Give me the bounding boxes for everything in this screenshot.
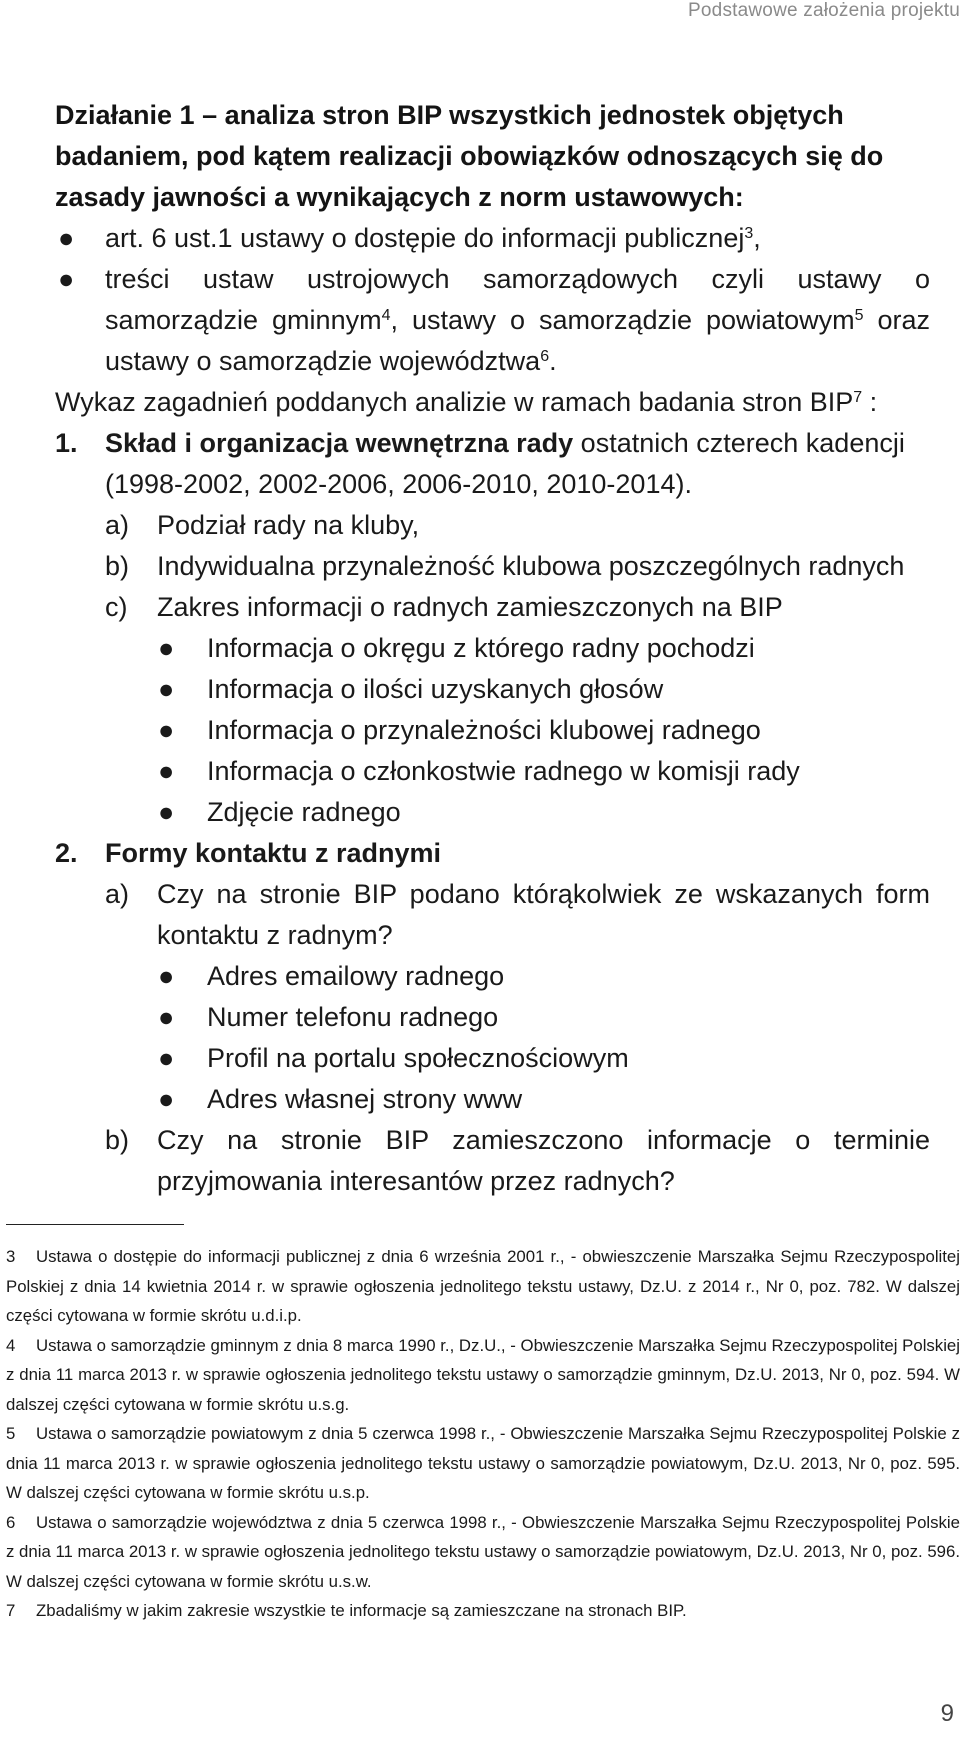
section-title-tail: ostatnich czterech kadencji (1998-2002, 2002-2006, 2006-2010, 2010-2014). — [105, 428, 905, 499]
item-letter: a) — [105, 510, 130, 540]
list-item — [55, 874, 930, 956]
running-header: Podstawowe założenia projektu — [688, 0, 960, 21]
list-item-tail: , — [753, 223, 761, 253]
section-heading — [55, 833, 930, 874]
item-text: Adres własnej strony www — [207, 1084, 523, 1114]
bullet-icon: ● — [58, 264, 75, 294]
list-item — [55, 956, 930, 997]
bullet-icon: ● — [158, 961, 175, 991]
footnote-text: Ustawa o samorządzie powiatowym z dnia 5 czerwca 1998 r., - Obwieszczenie Marszałka Sejmu Rzeczypospolitej Polskie z dnia 11 marca 2013 r. w sprawie ogłoszenia jednolitego tekstu ustawy o samorządzie powiatowym, Dz.U. 2013, Nr 0, poz. 595. W dalszej części cytowana w formie skrótu u.s.p. — [6, 1424, 960, 1502]
section-title: Formy kontaktu z radnymi — [105, 838, 442, 868]
footnotes — [6, 1242, 960, 1626]
bullet-icon: ● — [158, 756, 175, 786]
summary-line — [55, 382, 930, 423]
footnote-number: 3 — [6, 1247, 16, 1266]
bullet-icon: ● — [158, 633, 175, 663]
list-item-text: oraz ustawy o samorządzie województwa — [105, 305, 931, 376]
footnote-number: 6 — [6, 1512, 16, 1532]
summary-tail: : — [862, 387, 878, 417]
list-item — [55, 1120, 930, 1202]
bullet-icon: ● — [158, 715, 175, 745]
footnote-number: 4 — [6, 1335, 16, 1355]
footnote — [6, 1596, 960, 1626]
item-text: Czy na stronie BIP podano którąkolwiek ze wskazanych form kontaktu z radnym? — [157, 879, 930, 950]
item-text: Zdjęcie radnego — [207, 797, 401, 827]
section-number: 2. — [55, 838, 78, 868]
item-text: Numer telefonu radnego — [207, 1002, 499, 1032]
footnote-ref: 7 — [853, 389, 863, 406]
item-text: Czy na stronie BIP zamieszczono informacje o terminie przyjmowania interesantów przez radnych? — [157, 1125, 930, 1196]
item-text: Indywidualna przynależność klubowa poszczególnych radnych — [157, 551, 905, 581]
footnote — [6, 1331, 960, 1420]
list-item — [55, 505, 930, 546]
footnote-number: 7 — [6, 1601, 16, 1620]
footnote-text: Ustawa o samorządzie województwa z dnia 5 czerwca 1998 r., - Obwieszczenie Marszałka Sejmu Rzeczypospolitej Polskie z dnia 11 marca 2013 r. w sprawie ogłoszenia jednolitego tekstu ustawy o samorządzie powiatowym, Dz.U. 2013, Nr 0, poz. 596. W dalszej części cytowana w formie skrótu u.s.w. — [6, 1512, 960, 1591]
footnote-text: Ustawa o samorządzie gminnym z dnia 8 marca 1990 r., Dz.U., - Obwieszczenie Marszałka Sejmu Rzeczypospolitej Polskiej z dnia 11 marca 2013 r. w sprawie ogłoszenia jednolitego tekstu ustawy o samorządzie gminnym, Dz.U. 2013, Nr 0, poz. 594. W dalszej części cytowana w formie skrótu u.s.g. — [6, 1335, 960, 1414]
page-number: 9 — [940, 1700, 954, 1727]
summary-text: Wykaz zagadnień poddanych analizie w ramach badania stron BIP — [55, 387, 854, 417]
bullet-icon: ● — [158, 1002, 175, 1032]
item-text: Zakres informacji o radnych zamieszczonych na BIP — [157, 592, 783, 622]
list-item — [55, 997, 930, 1038]
bullet-icon: ● — [158, 1043, 175, 1073]
list-item — [55, 751, 930, 792]
list-item — [55, 587, 930, 628]
footnote-ref: 3 — [744, 225, 754, 242]
section-heading — [55, 423, 930, 505]
footnote-divider — [6, 1224, 184, 1225]
bullet-icon: ● — [158, 674, 175, 704]
footnote-ref: 4 — [381, 307, 391, 324]
list-item-tail: . — [549, 346, 557, 376]
list-item — [55, 218, 930, 259]
list-item-text: treści ustaw ustrojowych samorządowych czyli ustawy o samorządzie gminnym — [105, 264, 930, 335]
item-text: Informacja o przynależności klubowej radnego — [207, 715, 761, 745]
section-number: 1. — [55, 428, 78, 458]
footnote-number: 5 — [6, 1424, 16, 1443]
list-item — [55, 1038, 930, 1079]
list-item — [55, 669, 930, 710]
item-text: Podział rady na kluby, — [157, 510, 420, 540]
list-item — [55, 259, 930, 382]
footnote-ref: 5 — [854, 307, 864, 324]
item-letter: a) — [105, 879, 130, 909]
bullet-icon: ● — [58, 223, 75, 253]
list-item-text: art. 6 ust.1 ustawy o dostępie do informacji publicznej — [105, 223, 745, 253]
item-text: Informacja o ilości uzyskanych głosów — [207, 674, 664, 704]
item-text: Profil na portalu społecznościowym — [207, 1043, 629, 1073]
item-letter: b) — [105, 551, 130, 581]
item-text: Informacja o okręgu z którego radny pochodzi — [207, 633, 755, 663]
footnote — [6, 1242, 960, 1331]
list-item — [55, 628, 930, 669]
footnote — [6, 1508, 960, 1597]
list-item — [55, 546, 930, 587]
bullet-icon: ● — [158, 1084, 175, 1114]
list-item — [55, 710, 930, 751]
footnote — [6, 1419, 960, 1508]
item-text: Informacja o członkostwie radnego w komisji rady — [207, 756, 800, 786]
bullet-icon: ● — [158, 797, 175, 827]
footnote-text: Zbadaliśmy w jakim zakresie wszystkie te informacje są zamieszczane na stronach BIP. — [36, 1601, 687, 1620]
footnote-ref: 6 — [540, 348, 550, 365]
list-item — [55, 792, 930, 833]
item-letter: c) — [105, 592, 128, 622]
item-letter: b) — [105, 1125, 130, 1155]
section-title: Skład i organizacja wewnętrzna rady — [105, 428, 574, 458]
list-item-text: , ustawy o samorządzie powiatowym — [390, 305, 855, 335]
item-text: Adres emailowy radnego — [207, 961, 505, 991]
action-heading: Działanie 1 – analiza stron BIP wszystkich jednostek objętych badaniem, pod kątem realizacji obowiązków odnoszących się do zasady jawności a wynikających z norm ustawowych: — [55, 100, 884, 212]
list-item — [55, 1079, 930, 1120]
main-content — [55, 95, 930, 1202]
footnote-text: Ustawa o dostępie do informacji publicznej z dnia 6 września 2001 r., - obwieszczenie Marszałka Sejmu Rzeczypospolitej Polskiej z dnia 14 kwietnia 2014 r. w sprawie ogłoszenia jednolitego tekstu ustawy, Dz.U. z 2014 r., Nr 0, poz. 782. W dalszej części cytowana w formie skrótu u.d.i.p. — [6, 1247, 960, 1325]
